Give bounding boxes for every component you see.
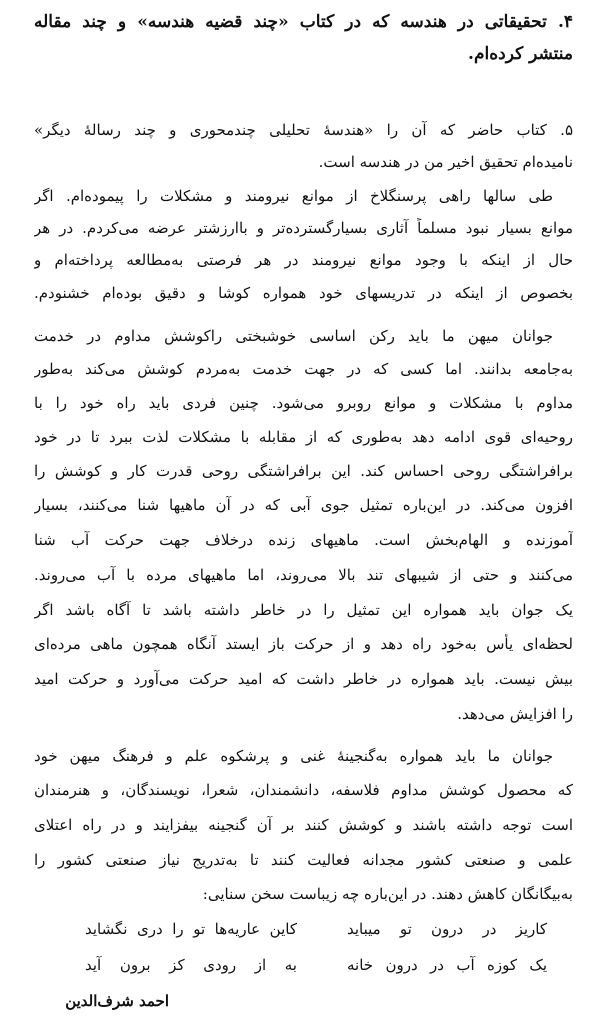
para3-line-3: است توجه داشته باشند و کوشش کنند بر آن گنجینه بیفزایند و در راه اعتلای (34, 816, 573, 834)
para2-line-12: را افزایش می‌دهد. (457, 705, 573, 723)
para2-line-9: یک جوان باید همواره این تمثیل را در خاطر داشته باشد تا آگاه باشد اگر (34, 601, 573, 619)
para2-line-3: مداوم با مشکلات و موانع روبرو می‌شود. چنین فردی باید راه خود را با (34, 394, 573, 412)
heading-line-1: ۴. تحقیقاتی در هندسه که در کتاب «چند قضیه هندسه» و چند مقاله (34, 12, 573, 32)
para1-line-4: بخصوص از اینکه در تدریسهای خود همواره کوشا و دقیق بوده‌ام خشنودم. (34, 284, 573, 302)
para3-line-1: جوانان ما باید همواره به‌گنجینهٔ غنی و پرشکوه علم و فرهنگ میهن خود (34, 747, 553, 765)
para2-line-2: به‌جامعه بدانند. اما کسی که در جهت خدمت به‌مردم کوشش می‌کند به‌طور (34, 360, 573, 378)
heading-line-2: منتشر کرده‌ام. (468, 44, 573, 64)
poem-verse-2-left: به از رودی کز برون آید (85, 956, 297, 974)
para3-line-5: به‌بیگانگان کاهش دهند. در این‌باره چه زیباست سخن سنایی: (202, 885, 573, 903)
para2-line-4: روحیه‌ای قوی ادامه دهد به‌طوری که از مقابله با مشکلات لذت ببرد تا در خود (34, 428, 573, 446)
poem-verse-1-left: کاین عاریه‌ها تو را دری نگشاید (85, 920, 297, 938)
para2-line-8: می‌کنند و حتی از شیبهای تند بالا می‌روند، اما ماهیهای مرده با آب می‌روند. (34, 566, 573, 584)
poem-verse-1-right: کاریز در درون تو میباید (347, 920, 547, 938)
item5-line-2: نامیده‌ام تحقیق اخیر من در هندسه است. (318, 153, 573, 171)
author-name: احمد شرف‌الدین (65, 992, 169, 1010)
para2-line-10: لحظه‌ای یأس به‌خود راه دهد و از حرکت باز ایستد آنگاه همچون ماهی مرده‌ای (34, 635, 573, 653)
para2-line-6: افزون می‌کند. در این‌باره تمثیل جوی آبی که در آن ماهیها شنا می‌کنند، بسیار (34, 496, 573, 514)
para1-line-1: طی سالها راهی پرسنگلاخ از موانع نیرومند و مشکلات را پیموده‌ام. اگر (34, 187, 553, 205)
para1-line-2: موانع بسیار نبود مسلماً آثاری بسیارگسترده‌تر و باارزشتر عرضه می‌کردم. در هر (34, 219, 573, 237)
para2-line-1: جوانان میهن ما باید رکن اساسی خوشبختی راکوشش مداوم در خدمت (34, 327, 553, 345)
para3-line-4: علمی و صنعتی کشور مجدانه فعالیت کنند تا به‌تدریج نیاز صنعتی کشور را (34, 851, 573, 869)
poem-verse-2-right: یک کوزه آب در درون خانه (347, 956, 547, 974)
para3-line-2: که محصول کوشش مداوم فلاسفه، دانشمندان، شعرا، نویسندگان، و هنرمندان (34, 781, 573, 799)
item5-line-1: ۵. کتاب حاضر که آن را «هندسهٔ تحلیلی چندمحوری و چند رسالهٔ دیگر» (34, 121, 573, 139)
para1-line-3: حال از اینکه با وجود موانع نیرومند در هر فرصتی به‌مطالعه پرداخته‌ام و (34, 251, 573, 269)
para2-line-7: آموزنده و الهام‌بخش است. ماهیهای زنده درخلاف جهت حرکت آب شنا (34, 531, 573, 549)
para2-line-11: بیش نیست. باید همواره در خاطر داشت که امید حرکت می‌آورد و حرکت امید (34, 670, 573, 688)
para2-line-5: برافراشتگی روحی احساس کند. این برافراشتگی روحی قدرت کار و کوشش را (34, 462, 573, 480)
